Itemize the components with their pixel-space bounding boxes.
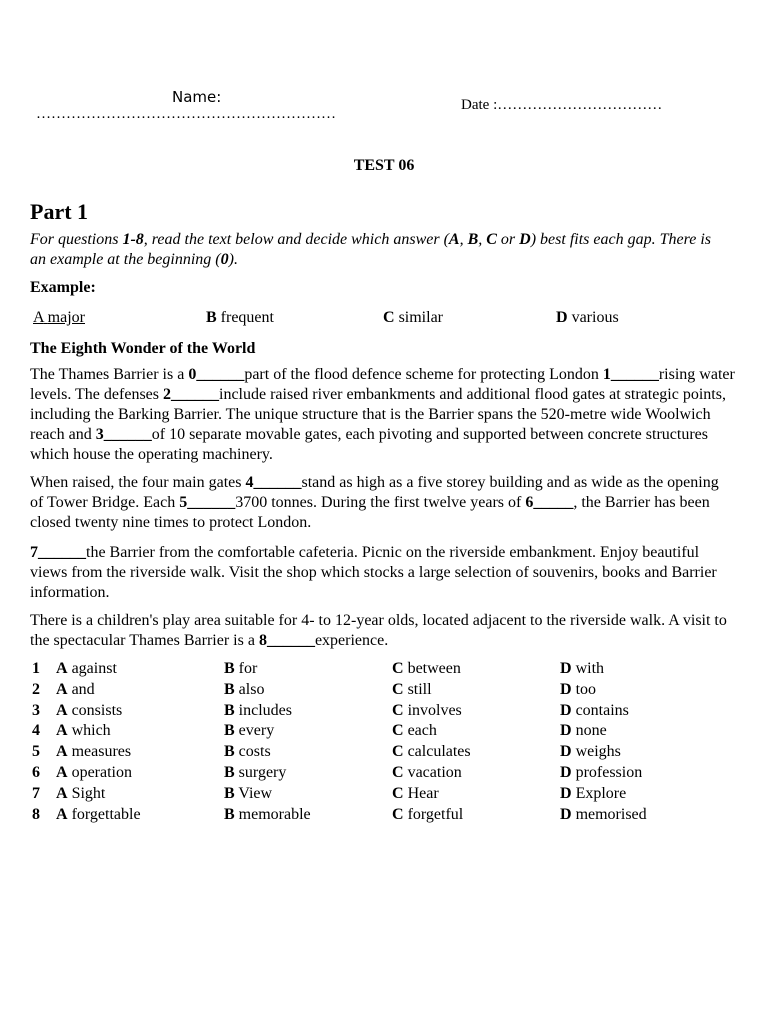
option-d[interactable]: D Explore bbox=[560, 784, 627, 802]
option-d[interactable]: D too bbox=[560, 680, 597, 698]
question-number: 1 bbox=[32, 660, 40, 677]
option-a[interactable]: A against bbox=[56, 660, 117, 677]
option-b[interactable]: B also bbox=[224, 680, 265, 698]
option-b[interactable]: B every bbox=[224, 722, 275, 740]
option-d[interactable]: D with bbox=[560, 660, 605, 677]
option-b[interactable]: B includes bbox=[224, 701, 292, 719]
name-dotted-line[interactable]: …………………………………………………… bbox=[36, 106, 336, 122]
option-c[interactable]: C each bbox=[392, 722, 437, 740]
gap-0: 0______ bbox=[188, 366, 245, 383]
question-row-3 bbox=[30, 702, 720, 723]
option-c[interactable]: C between bbox=[392, 660, 461, 677]
option-c[interactable]: C Hear bbox=[392, 784, 439, 802]
option-a[interactable]: A which bbox=[56, 722, 111, 740]
example-option-b: B frequent bbox=[206, 309, 274, 326]
option-b[interactable]: B View bbox=[224, 784, 273, 802]
question-row-5 bbox=[30, 743, 720, 764]
question-number: 3 bbox=[32, 701, 40, 719]
option-a[interactable]: A measures bbox=[56, 743, 132, 761]
option-c[interactable]: C still bbox=[392, 680, 432, 698]
answer-options-table bbox=[30, 660, 720, 826]
gap-6: 6_____ bbox=[525, 494, 574, 511]
option-d[interactable]: D weighs bbox=[560, 743, 621, 761]
instructions: For questions 1-8, read the text below and decide which answer (A, B, C or D) best fits each gap. There is an example at the beginning (0). bbox=[30, 231, 711, 268]
question-row-1 bbox=[30, 660, 720, 681]
option-a[interactable]: A forgettable bbox=[56, 805, 141, 823]
option-b[interactable]: B costs bbox=[224, 743, 271, 761]
passage-paragraph-3: 7______the Barrier from the comfortable cafeteria. Picnic on the riverside embankment. Enjoy beautiful views from the riverside walk. Visit the shop which stocks a large selection of souvenirs, books and Barrier information. bbox=[30, 544, 717, 601]
question-number: 4 bbox=[32, 722, 40, 740]
example-option-a: A major bbox=[33, 309, 85, 326]
option-d[interactable]: D contains bbox=[560, 701, 629, 719]
passage-paragraph-4: There is a children's play area suitable for 4- to 12-year olds, located adjacent to the riverside walk. A visit to the spectacular Thames Barrier is a 8______experience. bbox=[30, 612, 727, 649]
question-number: 6 bbox=[32, 763, 40, 781]
option-c[interactable]: C involves bbox=[392, 701, 462, 719]
date-field[interactable] bbox=[461, 97, 662, 114]
option-d[interactable]: D profession bbox=[560, 763, 643, 781]
passage-paragraph-1: The Thames Barrier is a 0______part of the flood defence scheme for protecting London 1______rising water levels. The defenses 2______include raised river embankments and additional flood gates at strategic points, including the Barking Barrier. The unique structure that is the Barrier spans the 520-metre wide Woolwich reach and 3______of 10 separate movable gates, each pivoting and supported between concrete structures which house the operating machinery. bbox=[30, 366, 735, 463]
date-dotted-line: …………………………… bbox=[497, 97, 663, 113]
option-b[interactable]: B surgery bbox=[224, 763, 287, 781]
question-number: 8 bbox=[32, 805, 40, 823]
name-label: Name: bbox=[172, 88, 222, 106]
option-c[interactable]: C forgetful bbox=[392, 805, 464, 823]
option-a[interactable]: A Sight bbox=[56, 784, 106, 802]
gap-1: 1______ bbox=[602, 366, 659, 383]
question-row-4 bbox=[30, 722, 720, 743]
example-label: Example: bbox=[30, 279, 96, 296]
gap-4: 4______ bbox=[245, 474, 302, 491]
option-a[interactable]: A operation bbox=[56, 763, 132, 781]
question-number: 2 bbox=[32, 680, 40, 698]
question-number: 7 bbox=[32, 784, 40, 802]
question-row-2 bbox=[30, 681, 720, 702]
part-title: Part 1 bbox=[30, 199, 89, 224]
question-row-7 bbox=[30, 785, 720, 806]
question-row-6 bbox=[30, 764, 720, 785]
option-d[interactable]: D memorised bbox=[560, 805, 647, 823]
option-b[interactable]: B for bbox=[224, 660, 258, 677]
test-title: TEST 06 bbox=[353, 157, 415, 174]
option-d[interactable]: D none bbox=[560, 722, 607, 740]
date-label: Date : bbox=[461, 97, 498, 113]
passage-paragraph-2: When raised, the four main gates 4______stand as high as a five storey building and as wide as the opening of Tower Bridge. Each 5______3700 tonnes. During the first twelve years of 6_____, the Barrier has been closed twenty nine times to protect London. bbox=[30, 474, 719, 531]
question-row-8 bbox=[30, 806, 720, 827]
option-a[interactable]: A consists bbox=[56, 701, 123, 719]
gap-5: 5______ bbox=[179, 494, 236, 511]
option-c[interactable]: C calculates bbox=[392, 743, 471, 761]
example-option-d: D various bbox=[556, 309, 619, 326]
gap-2: 2______ bbox=[163, 386, 219, 403]
option-a[interactable]: A and bbox=[56, 680, 95, 698]
option-c[interactable]: C vacation bbox=[392, 763, 462, 781]
passage-title: The Eighth Wonder of the World bbox=[30, 340, 256, 357]
gap-3: 3______ bbox=[95, 426, 152, 443]
gap-7: 7______ bbox=[30, 544, 86, 561]
option-b[interactable]: B memorable bbox=[224, 805, 311, 823]
question-number: 5 bbox=[32, 743, 40, 761]
gap-8: 8______ bbox=[258, 632, 315, 649]
example-option-c: C similar bbox=[383, 309, 443, 326]
